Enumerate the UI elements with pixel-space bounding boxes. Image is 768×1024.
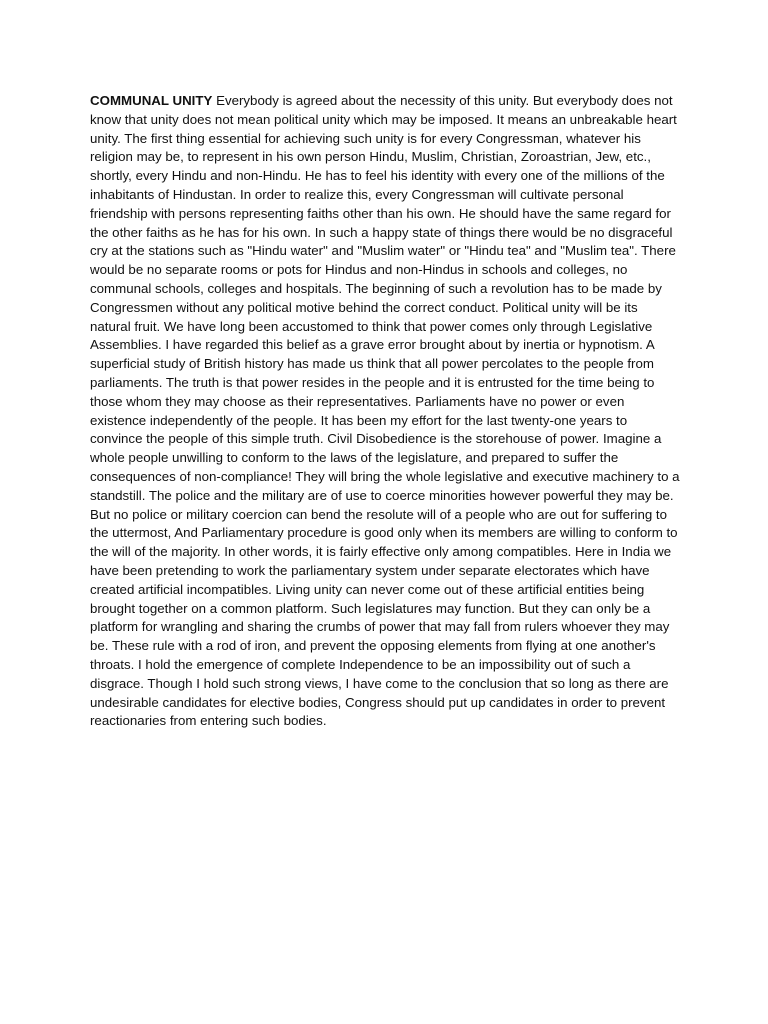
section-heading: COMMUNAL UNITY <box>90 93 213 108</box>
paragraph-text: Everybody is agreed about the necessity of this unity. But everybody does not know that unity does not mean political unity which may be imposed. It means an unbreakable heart unity. The first thing essential for achieving such unity is for every Congressman, whatever his religion may be, to represent in his own person Hindu, Muslim, Christian, Zoroastrian, Jew, etc., shortly, every Hindu and non-Hindu. He has to feel his identity with every one of the millions of the inhabitants of Hindustan. In order to realize this, every Congressman will cultivate personal friendship with persons representing faiths other than his own. He should have the same regard for the other faiths as he has for his own. In such a happy state of things there would be no disgraceful cry at the stations such as "Hindu water" and "Muslim water" or "Hindu tea" and "Muslim tea". There would be no separate rooms or pots for Hindus and non-Hindus in schools and colleges, no communal schools, colleges and hospitals. The beginning of such a revolution has to be made by Congressmen without any political motive behind the correct conduct. Political unity will be its natural fruit. We have long been accustomed to think that power comes only through Legislative Assemblies. I have regarded this belief as a grave error brought about by inertia or hypnotism. A superficial study of British history has made us think that all power percolates to the people from parliaments. The truth is that power resides in the people and it is entrusted for the time being to those whom they may choose as their representatives. Parliaments have no power or even existence independently of the people. It has been my effort for the last twenty-one years to convince the people of this simple truth. Civil Disobedience is the storehouse of power. Imagine a whole people unwilling to conform to the laws of the legislature, and prepared to suffer the consequences of non-compliance! They will bring the whole legislative and executive machinery to a standstill. The police and the military are of use to coerce minorities however powerful they may be. But no police or military coercion can bend the resolute will of a people who are out for suffering to the uttermost, And Parliamentary procedure is good only when its members are willing to conform to the will of the majority. In other words, it is fairly effective only among compatibles. Here in India we have been pretending to work the parliamentary system under separate electorates which have created artificial incompatibles. Living unity can never come out of these artificial entities being brought together on a common platform. Such legislatures may function. But they can only be a platform for wrangling and sharing the crumbs of power that may fall from rulers whoever they may be. These rule with a rod of iron, and prevent the opposing elements from flying at one another's throats. I hold the emergence of complete Independence to be an impossibility out of such a disgrace. Though I hold such strong views, I have come to the conclusion that so long as there are undesirable candidates for elective bodies, Congress should put up candidates in order to prevent reactionaries from entering such bodies. <box>90 93 680 729</box>
paragraph <box>90 92 680 731</box>
document-body <box>90 92 680 731</box>
